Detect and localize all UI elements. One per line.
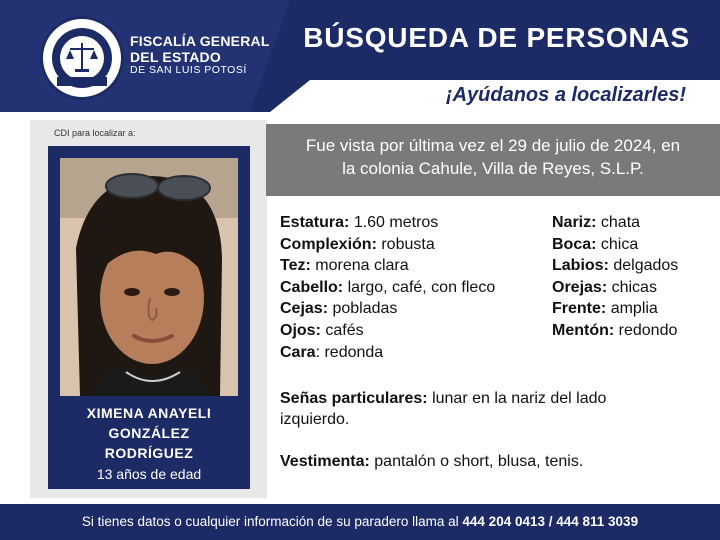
detail-label: Boca: (552, 235, 597, 253)
person-name-line3: RODRÍGUEZ (104, 445, 194, 461)
detail-row-labios (552, 257, 678, 279)
physical-details-left (280, 214, 495, 365)
header (0, 0, 720, 112)
detail-value: robusta (381, 235, 435, 253)
distinguishing-marks (280, 388, 680, 430)
cdi-label: CDI para localizar a: (54, 128, 136, 138)
detail-value: : redonda (315, 343, 384, 361)
detail-label: Complexión: (280, 235, 377, 253)
clothing (280, 453, 583, 471)
detail-value: chicas (611, 278, 657, 296)
detail-value: amplia (610, 300, 658, 318)
detail-value: redondo (618, 321, 678, 339)
physical-details-right (552, 214, 678, 344)
page-title: BÚSQUEDA DE PERSONAS (303, 22, 690, 53)
senas-label: Señas particulares: (280, 390, 428, 407)
detail-row-orejas (552, 279, 678, 301)
org-name-line1: FISCALÍA GENERAL (130, 33, 270, 49)
person-age: 13 años de edad (96, 466, 202, 482)
detail-value: chica (600, 235, 639, 253)
detail-label: Labios: (552, 257, 609, 275)
detail-label: Ojos: (280, 321, 321, 339)
detail-label: Nariz: (552, 214, 597, 231)
vestimenta-value: pantalón o short, blusa, tenis. (374, 453, 584, 470)
detail-row-menton (552, 322, 678, 344)
senas-value-line2: izquierdo. (280, 411, 350, 428)
detail-row-boca (552, 236, 678, 258)
detail-label: Cara (280, 343, 316, 361)
vestimenta-label: Vestimenta: (280, 453, 370, 470)
detail-row-cara (280, 344, 495, 366)
detail-row-ojos (280, 322, 495, 344)
detail-label: Cejas: (280, 300, 329, 318)
detail-value: morena clara (315, 257, 409, 275)
detail-value: chata (600, 214, 641, 231)
detail-value: delgados (613, 257, 679, 275)
detail-row-tez (280, 257, 495, 279)
detail-row-cabello (280, 279, 495, 301)
fiscalia-seal-logo (40, 16, 124, 100)
detail-row-estatura (280, 214, 495, 236)
last-seen-line2: la colonia Cahule, Villa de Reyes, S.L.P. (342, 159, 644, 178)
last-seen-line1: Fue vista por última vez el 29 de julio de 2024, en (305, 136, 681, 155)
detail-value: 1.60 metros (353, 214, 439, 231)
person-name-line2: GONZÁLEZ (108, 425, 190, 441)
photo-card (48, 146, 250, 489)
missing-person-photo (60, 158, 238, 396)
detail-value: cafés (325, 321, 364, 339)
org-name-line2: DEL ESTADO (130, 49, 221, 65)
detail-row-nariz (552, 214, 678, 236)
footer-contact-bar (0, 504, 720, 540)
detail-label: Cabello: (280, 278, 344, 296)
detail-row-frente (552, 300, 678, 322)
detail-label: Frente: (552, 300, 607, 318)
footer-phone-numbers: 444 204 0413 / 444 811 3039 (462, 514, 639, 529)
footer-text (0, 514, 720, 529)
footer-message: Si tienes datos o cualquier información de su paradero llama al (81, 514, 459, 529)
last-seen-banner (266, 124, 720, 196)
profile-panel (30, 120, 267, 498)
detail-label: Tez: (280, 257, 311, 275)
page-subtitle: ¡Ayúdanos a localizarles! (445, 84, 686, 106)
detail-label: Orejas: (552, 278, 608, 296)
detail-row-complexion (280, 236, 495, 258)
person-name-line1: XIMENA ANAYELI (86, 405, 212, 421)
detail-value: largo, café, con fleco (347, 278, 496, 296)
org-name-line3: DE SAN LUIS POTOSÍ (130, 64, 247, 76)
detail-label: Mentón: (552, 321, 615, 339)
detail-row-cejas (280, 300, 495, 322)
detail-label: Estatura: (280, 214, 350, 231)
senas-line1 (280, 388, 680, 409)
senas-value-line1: lunar en la nariz del lado (432, 390, 607, 407)
detail-value: pobladas (332, 300, 398, 318)
